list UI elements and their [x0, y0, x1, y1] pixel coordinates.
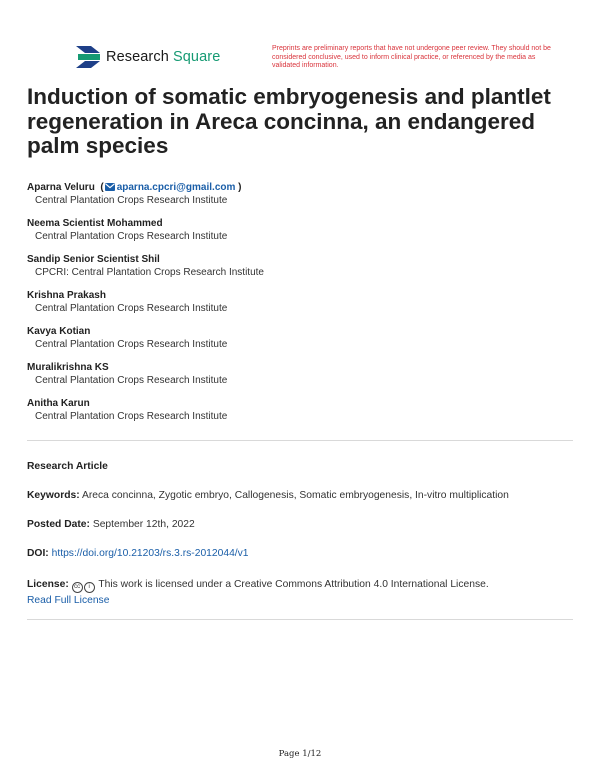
divider [27, 619, 573, 620]
author-name: Aparna Veluru [27, 182, 95, 193]
research-square-logo[interactable] [76, 46, 220, 68]
posted-date-value: September 12th, 2022 [92, 519, 195, 530]
author-affiliation: Central Plantation Crops Research Institute [35, 231, 228, 242]
author-entry: Aparna Veluru ( aparna.cpcri@gmail.com ) Central Plantation Crops Research Institute [27, 181, 572, 217]
posted-date [27, 519, 573, 530]
author-affiliation: Central Plantation Crops Research Institute [35, 303, 228, 314]
article-type: Research Article [27, 461, 108, 472]
keywords [27, 490, 573, 501]
research-square-logo-icon [76, 46, 100, 68]
author-entry [27, 325, 572, 361]
author-entry [27, 361, 572, 397]
author-affiliation: CPCRI: Central Plantation Crops Research Institute [35, 267, 264, 278]
author-email: aparna.cpcri@gmail.com [116, 182, 236, 193]
header [76, 46, 556, 76]
doi [27, 548, 573, 559]
logo-word-square: Square [173, 49, 221, 65]
author-entry [27, 253, 572, 289]
license-label: License: [27, 579, 69, 590]
author-name: Muralikrishna KS [27, 362, 109, 373]
author-list [27, 181, 572, 433]
paper-title: Induction of somatic embryogenesis and plantlet regeneration in Areca concinna, an endangered palm species [27, 84, 551, 158]
author-affiliation: Central Plantation Crops Research Institute [35, 411, 228, 422]
doi-label: DOI: [27, 548, 49, 559]
author-name: Sandip Senior Scientist Shil [27, 254, 160, 265]
logo-text [106, 49, 220, 65]
page-number: Page 1/12 [278, 749, 322, 759]
cc-icon: cc [72, 582, 83, 593]
author-affiliation: Central Plantation Crops Research Institute [35, 375, 228, 386]
author-entry [27, 217, 572, 253]
author-affiliation: Central Plantation Crops Research Institute [35, 339, 228, 350]
license [27, 577, 573, 609]
license-text: This work is licensed under a Creative Commons Attribution 4.0 International License. [98, 579, 489, 590]
envelope-icon [105, 183, 115, 191]
keywords-value: Areca concinna, Zygotic embryo, Callogenesis, Somatic embryogenesis, In-vitro multiplication [81, 490, 509, 501]
preprint-disclaimer: Preprints are preliminary reports that have not undergone peer review. They should not be considered conclusive, used to inform clinical practice, or referenced by the media as validated information. [272, 45, 551, 70]
author-email-link[interactable] [104, 182, 236, 193]
keywords-label: Keywords: [27, 490, 80, 501]
author-name: Anitha Karun [27, 398, 90, 409]
author-affiliation: Central Plantation Crops Research Institute [35, 195, 228, 206]
divider [27, 440, 573, 441]
logo-word-research: Research [106, 49, 169, 65]
doi-link[interactable]: https://doi.org/10.21203/rs.3.rs-2012044/v1 [51, 548, 249, 559]
posted-date-label: Posted Date: [27, 519, 90, 530]
author-entry [27, 397, 572, 433]
read-full-license-link[interactable]: Read Full License [27, 595, 110, 606]
author-name: Krishna Prakash [27, 290, 106, 301]
author-entry [27, 289, 572, 325]
author-name: Neema Scientist Mohammed [27, 218, 163, 229]
author-name: Kavya Kotian [27, 326, 91, 337]
attribution-icon: i [84, 582, 95, 593]
